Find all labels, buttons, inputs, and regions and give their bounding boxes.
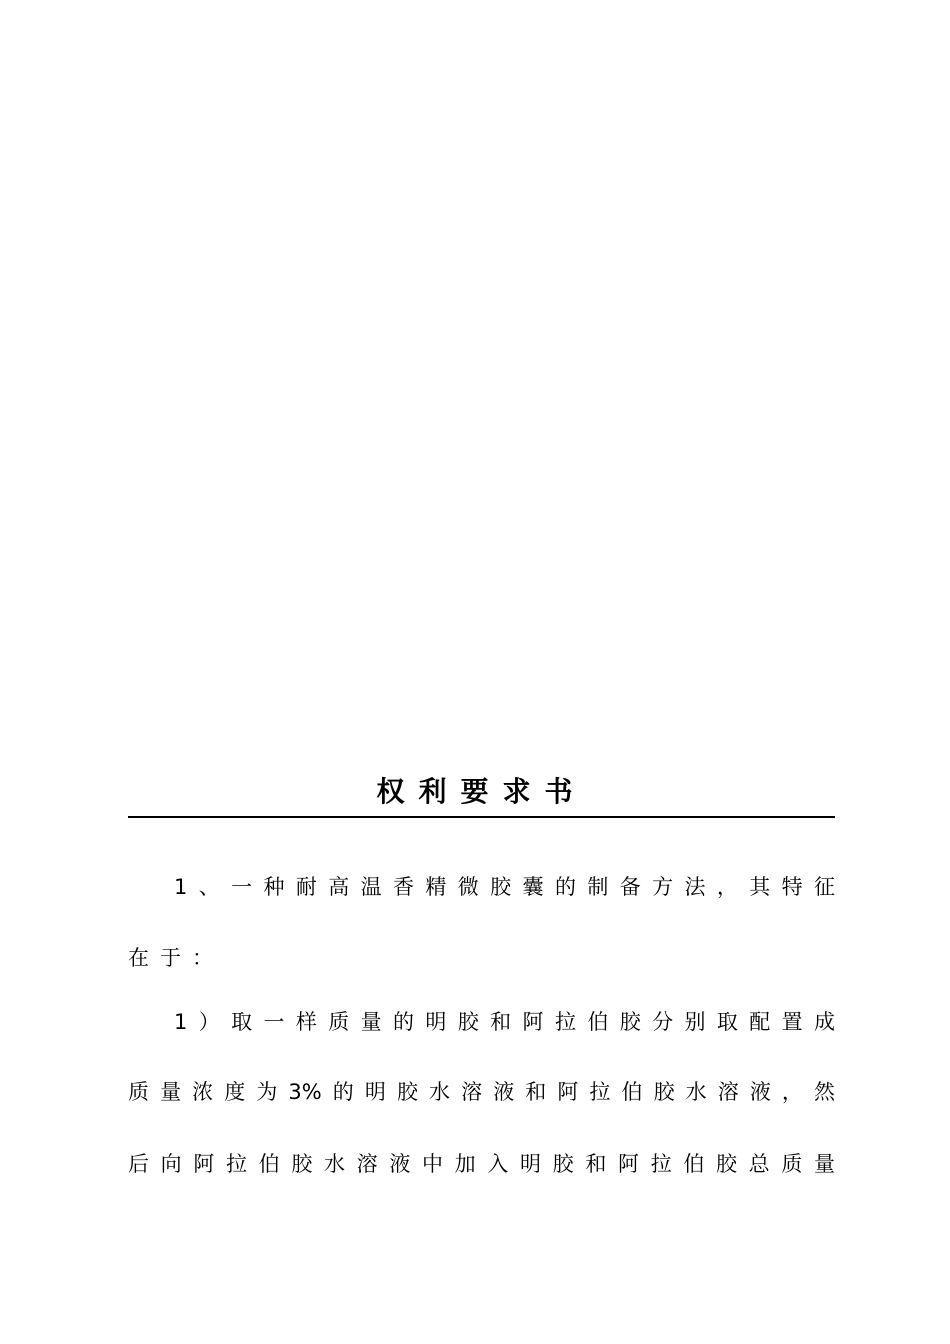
claim-line-3: 1）取一样质量的明胶和阿拉伯胶分别取配置成 [174, 1010, 835, 1034]
claim-line-5: 后向阿拉伯胶水溶液中加入明胶和阿拉伯胶总质量 [128, 1152, 835, 1176]
claim-line-2: 在于： [128, 946, 224, 970]
claim-line-1: 1、一种耐高温香精微胶囊的制备方法，其特征 [174, 875, 835, 899]
claim-line-4: 质量浓度为3%的明胶水溶液和阿拉伯胶水溶液，然 [128, 1080, 835, 1104]
title-rule [128, 816, 835, 818]
document-title: 权利要求书 [376, 775, 587, 808]
